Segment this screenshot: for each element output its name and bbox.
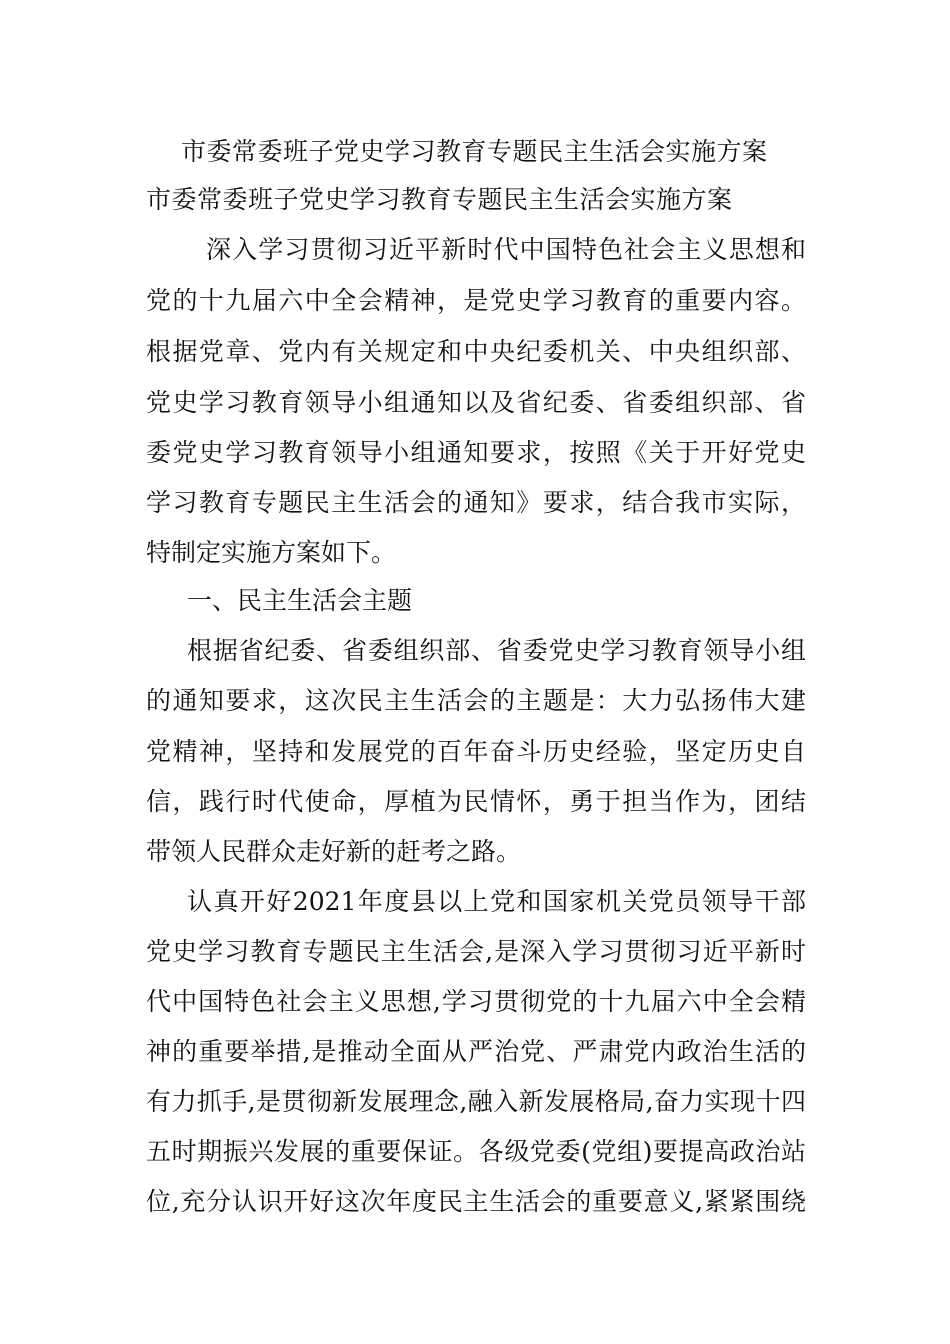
paragraph-2-line: 党精神，坚持和发展党的百年奋斗历史经验，坚定历史自 — [146, 737, 806, 766]
paragraph-3-line: 五时期振兴发展的重要保证。各级党委(党组)要提高政治站 — [146, 1137, 806, 1166]
paragraph-3-line: 有力抓手,是贯彻新发展理念,融入新发展格局,奋力实现十四 — [146, 1087, 806, 1116]
paragraph-3-line: 神的重要举措,是推动全面从严治党、严肃党内政治生活的 — [146, 1037, 806, 1066]
paragraph-2-line: 信，践行时代使命，厚植为民情怀，勇于担当作为，团结 — [146, 787, 806, 816]
paragraph-3-line: 位,充分认识开好这次年度民主生活会的重要意义,紧紧围绕 — [146, 1187, 806, 1216]
paragraph-1-line: 深入学习贯彻习近平新时代中国特色社会主义思想和 — [206, 235, 806, 264]
section-heading: 一、民主生活会主题 — [187, 586, 413, 615]
document-title-repeat: 市委常委班子党史学习教育专题民主生活会实施方案 — [146, 185, 733, 214]
paragraph-1-line: 特制定实施方案如下。 — [146, 538, 397, 567]
paragraph-1-line: 党史学习教育领导小组通知以及省纪委、省委组织部、省 — [146, 388, 806, 417]
paragraph-3-line: 代中国特色社会主义思想,学习贯彻党的十九届六中全会精 — [146, 987, 806, 1016]
paragraph-2-line: 带领人民群众走好新的赶考之路。 — [146, 837, 522, 866]
paragraph-3-line: 认真开好2021年度县以上党和国家机关党员领导干部 — [187, 887, 806, 916]
paragraph-1-line: 根据党章、党内有关规定和中央纪委机关、中央组织部、 — [146, 337, 806, 366]
paragraph-2-line: 的通知要求，这次民主生活会的主题是：大力弘扬伟大建 — [146, 686, 806, 715]
paragraph-1-line: 学习教育专题民主生活会的通知》要求，结合我市实际， — [146, 488, 806, 517]
paragraph-3-line: 党史学习教育专题民主生活会,是深入学习贯彻习近平新时 — [146, 937, 806, 966]
document-title: 市委常委班子党史学习教育专题民主生活会实施方案 — [181, 137, 768, 166]
paragraph-2-line: 根据省纪委、省委组织部、省委党史学习教育领导小组 — [187, 636, 806, 665]
paragraph-1-line: 党的十九届六中全会精神，是党史学习教育的重要内容。 — [146, 286, 806, 315]
paragraph-1-line: 委党史学习教育领导小组通知要求，按照《关于开好党史 — [146, 438, 806, 467]
